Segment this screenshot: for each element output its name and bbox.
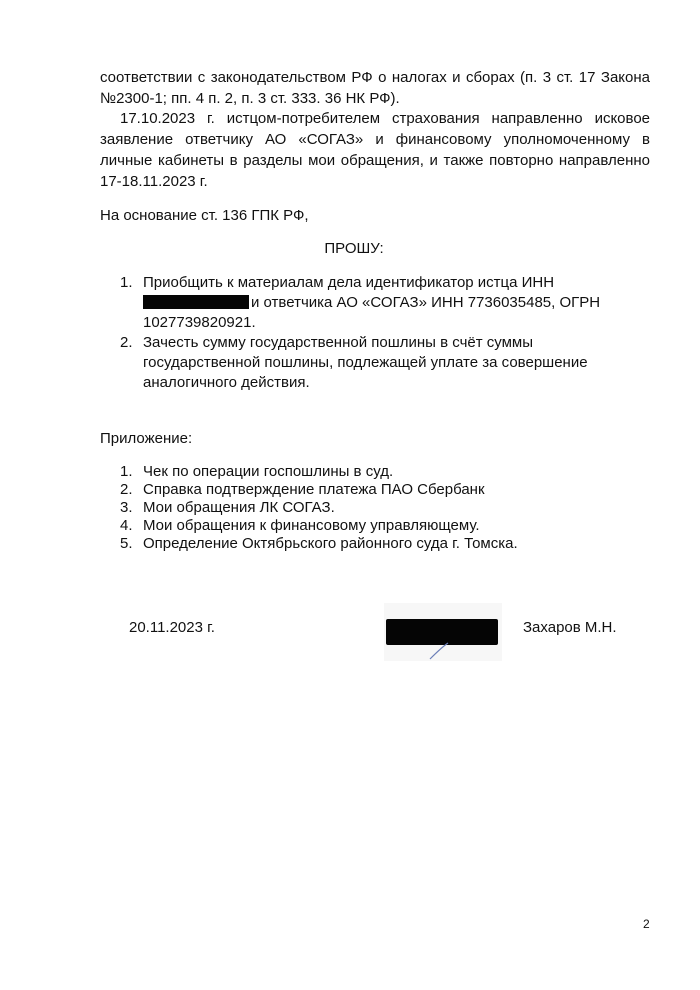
attachment-item: [120, 481, 518, 499]
signature-area: [384, 603, 502, 661]
attachment-text: Определение Октябрьского районного суда г. Томска.: [143, 535, 518, 552]
list-number: 4.: [120, 517, 133, 534]
attachments-heading: Приложение:: [100, 430, 193, 447]
request-item: [120, 333, 600, 393]
text-line: аналогичного действия.: [143, 374, 310, 391]
attachment-item: [120, 517, 518, 535]
text-fragment: и ответчика АО «СОГАЗ» ИНН 7736035485, ОГРН: [251, 294, 601, 311]
list-number: 1.: [120, 463, 133, 480]
text-line-with-redaction: [143, 293, 600, 313]
list-number: 5.: [120, 535, 133, 552]
attachments-list: [120, 463, 518, 553]
page-number: 2: [643, 917, 650, 931]
request-list: [120, 273, 600, 393]
text-line: соответствии с законодательством РФ о налогах и сборах (п. 3 ст. 17 Закона: [100, 69, 650, 86]
signature-stroke-icon: [412, 637, 472, 661]
list-number: 3.: [120, 499, 133, 516]
request-item: [120, 273, 600, 333]
paragraph-claim-sent: [100, 108, 650, 192]
redaction-inn: [143, 295, 249, 309]
text-line: №2300-1; пп. 4 п. 2, п. 3 ст. 333. 36 НК РФ).: [100, 90, 400, 107]
text-line: 17-18.11.2023 г.: [100, 173, 208, 190]
attachment-text: Справка подтверждение платежа ПАО Сбербанк: [143, 481, 485, 498]
attachment-text: Чек по операции госпошлины в суд.: [143, 463, 394, 480]
attachment-text: Мои обращения к финансовому управляющему.: [143, 517, 480, 534]
text-line: 1027739820921.: [143, 314, 256, 331]
text-line: Зачесть сумму государственной пошлины в счёт суммы: [143, 334, 534, 351]
text-line: государственной пошлины, подлежащей уплате за совершение: [143, 354, 588, 371]
text-line: личные кабинеты в разделы мои обращения, и также повторно направленно: [100, 152, 650, 169]
text-line: Приобщить к материалам дела идентификатор истца ИНН: [143, 274, 555, 291]
attachment-item: [120, 535, 518, 553]
attachment-text: Мои обращения ЛК СОГАЗ.: [143, 499, 335, 516]
list-number: 2.: [120, 481, 133, 498]
list-number: 2.: [120, 334, 133, 351]
text-line: заявление ответчику АО «СОГАЗ» и финансовому уполномоченному в: [100, 131, 650, 148]
request-heading: ПРОШУ:: [324, 240, 384, 257]
signature-date: 20.11.2023 г.: [129, 619, 215, 636]
text-line: 17.10.2023 г. истцом-потребителем страхования направленно исковое: [120, 110, 650, 127]
signer-name: Захаров М.Н.: [523, 619, 617, 636]
list-number: 1.: [120, 274, 133, 291]
paragraph-law-reference: [100, 67, 650, 109]
legal-basis: На основание ст. 136 ГПК РФ,: [100, 207, 309, 224]
attachment-item: [120, 499, 518, 517]
attachment-item: [120, 463, 518, 481]
